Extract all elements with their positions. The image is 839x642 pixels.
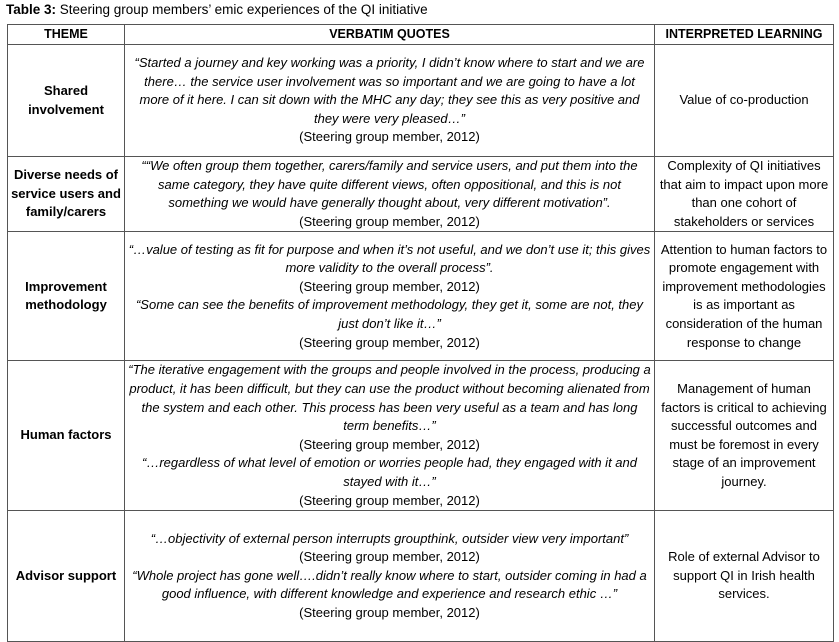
caption-label: Table 3: (6, 2, 57, 17)
quotes-cell (125, 157, 655, 232)
verbatim-quote: “The iterative engagement with the groups and people involved in the process, producing a product, it has been difficult, but they can use the product without becoming alienated from the system and each other. This process has been very useful as a team and has long term benefits…” (128, 362, 651, 434)
table-row (8, 511, 834, 642)
verbatim-quote: “Some can see the benefits of improvement methodology, they get it, some are not, they just don’t like it…” (135, 297, 644, 331)
quotes-cell (125, 511, 655, 642)
learning-cell: Complexity of QI initiatives that aim to impact upon more than one cohort of stakeholders or services (655, 157, 834, 232)
quotes-cell (125, 361, 655, 511)
table-row (8, 157, 834, 232)
theme-cell: Improvement methodology (8, 232, 125, 361)
theme-cell: Advisor support (8, 511, 125, 642)
verbatim-quote: “Started a journey and key working was a priority, I didn’t know where to start and we are there… the service user involvement was so important and we are going to have a lot more of it here. I can sit down with the MHC any day; they see this as very positive and they were very pleased…” (134, 55, 645, 126)
table-row (8, 361, 834, 511)
theme-cell: Diverse needs of service users and family/carers (8, 157, 125, 232)
quote-source: (Steering group member, 2012) (299, 278, 480, 294)
table-caption (6, 1, 428, 19)
verbatim-quote: “…regardless of what level of emotion or worries people had, they engaged with it and stayed with it…” (141, 455, 637, 489)
quote-source: (Steering group member, 2012) (299, 129, 480, 145)
quote-source: (Steering group member, 2012) (299, 492, 480, 508)
table-row (8, 45, 834, 157)
quote-source: (Steering group member, 2012) (299, 436, 480, 452)
quote-source: (Steering group member, 2012) (299, 213, 480, 229)
header-verbatim-quotes: VERBATIM QUOTES (125, 25, 655, 45)
table-header-row (8, 25, 834, 45)
quote-source: (Steering group member, 2012) (299, 549, 480, 565)
table-row (8, 232, 834, 361)
quote-source: (Steering group member, 2012) (299, 334, 480, 350)
verbatim-quote: “…objectivity of external person interrupts groupthink, outsider view very important” (150, 530, 629, 546)
quotes-cell (125, 232, 655, 361)
learning-cell: Management of human factors is critical to achieving successful outcomes and must be foremost in every stage of an improvement journey. (655, 361, 834, 511)
learning-cell: Attention to human factors to promote engagement with improvement methodologies is as important as consideration of the human response to change (655, 232, 834, 361)
verbatim-quote: “Whole project has gone well….didn’t really know where to start, outsider coming in had a good influence, with different knowledge and experience and research ethic …” (132, 567, 647, 602)
theme-cell: Human factors (8, 361, 125, 511)
quotes-cell (125, 45, 655, 157)
learning-cell: Role of external Advisor to support QI in Irish health services. (655, 511, 834, 642)
learning-cell: Value of co-production (655, 45, 834, 157)
verbatim-quote: ““We often group them together, carers/family and service users, and put them into the same category, they have quite different views, often oppositional, and this is not something we would have generally thought about, very different motivation”. (141, 158, 638, 211)
header-interpreted-learning: INTERPRETED LEARNING (655, 25, 834, 45)
theme-cell: Shared involvement (8, 45, 125, 157)
caption-text: Steering group members’ emic experiences of the QI initiative (56, 2, 428, 17)
header-theme: THEME (8, 25, 125, 45)
quote-source: (Steering group member, 2012) (299, 605, 480, 621)
steering-group-table (7, 24, 834, 642)
verbatim-quote: “…value of testing as fit for purpose and when it’s not useful, and we don’t use it; this gives more validity to the overall process”. (128, 241, 651, 276)
